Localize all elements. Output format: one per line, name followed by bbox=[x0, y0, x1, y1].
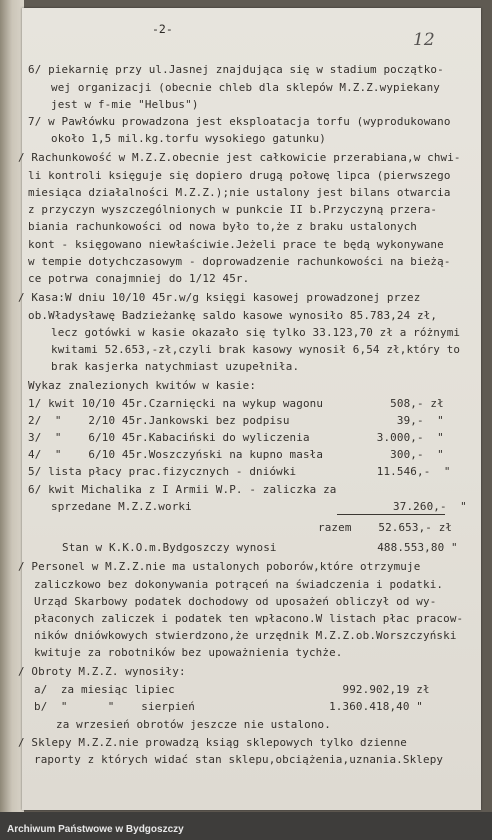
text-line: płaconych zaliczek i podatek ten wpłacono.W listach płac pracow- bbox=[34, 612, 464, 625]
text-line: 2/ " 2/10 45r.Jankowski bez podpisu 39,- " bbox=[28, 414, 444, 427]
text-line: za wrzesień obrotów jeszcze nie ustalono. bbox=[56, 718, 331, 731]
text-line: Urząd Skarbowy podatek dochodowy od uposażeń obliczył od wy- bbox=[34, 595, 437, 608]
text-line: 1/ kwit 10/10 45r.Czarnięcki na wykup wagonu 508,- zł bbox=[28, 397, 444, 410]
text-line: jest w f-mie "Helbus") bbox=[51, 98, 199, 111]
text-line: / Rachunkowość w M.Z.Z.obecnie jest całkowicie przerabiana,w chwi- bbox=[18, 151, 461, 164]
page-number: -2- bbox=[152, 22, 173, 36]
underlying-page-edge bbox=[0, 0, 24, 812]
text-line: z przyczyn wyszczególnionych w punkcie II b.Przyczyną przera- bbox=[28, 203, 438, 216]
text-line: kwitami 52.653,-zł,czyli brak kasowy wynosił 6,54 zł,który to bbox=[51, 343, 461, 356]
text-line: 4/ " 6/10 45r.Woszczyński na kupno masła 300,- " bbox=[28, 448, 444, 461]
text-line: 7/ w Pawłówku prowadzona jest eksploatacja torfu (wyprodukowano bbox=[28, 115, 451, 128]
text-line: / Personel w M.Z.Z.nie ma ustalonych poborów,które otrzymuje bbox=[18, 560, 421, 573]
text-line: brak kasjerka natychmiast uzupełniła. bbox=[51, 360, 300, 373]
subtotal-underline bbox=[337, 514, 445, 515]
text-line: w tempie dotychczasowym - doprowadzenie rachunkowości na bieżą- bbox=[28, 255, 451, 268]
text-line: biania rachunkowości od nowa było to,że z braku ustalonych bbox=[28, 220, 417, 233]
text-line: miesiąca działalności M.Z.Z.);nie ustalony jest bilans otwarcia bbox=[28, 186, 451, 199]
text-line: około 1,5 mil.kg.torfu wysokiego gatunku) bbox=[51, 132, 326, 145]
text-line: razem 52.653,- zł bbox=[318, 521, 453, 534]
text-line: sprzedane M.Z.Z.worki 37.260,- " bbox=[51, 500, 467, 513]
text-line: ce potrwa conajmniej do 1/12 45r. bbox=[28, 272, 250, 285]
text-line: / Sklepy M.Z.Z.nie prowadzą ksiąg sklepowych tylko dzienne bbox=[18, 736, 407, 749]
text-line: kont - księgowano niewłaściwie.Jeżeli prace te będą wykonywane bbox=[28, 238, 444, 251]
text-line: lecz gotówki w kasie okazało się tylko 33.123,70 zł a różnymi bbox=[51, 326, 461, 339]
text-line: 5/ lista płacy prac.fizycznych - dniówki 11.546,- " bbox=[28, 465, 451, 478]
text-line: zaliczkowo bez dokonywania potrąceń na świadczenia i podatki. bbox=[34, 578, 444, 591]
text-line: b/ " " sierpień 1.360.418,40 " bbox=[34, 700, 423, 713]
text-line: 3/ " 6/10 45r.Kabaciński do wyliczenia 3.000,- " bbox=[28, 431, 444, 444]
text-line: raporty z których widać stan sklepu,obciążenia,uznania.Sklepy bbox=[34, 753, 444, 766]
archive-footer-label: Archiwum Państwowe w Bydgoszczy bbox=[7, 824, 184, 835]
text-line: 6/ kwit Michalika z I Armii W.P. - zaliczka za bbox=[28, 483, 337, 496]
text-line: ników dniówkowych stwierdzono,że urzędnik M.Z.Z.ob.Worszczyński bbox=[34, 629, 457, 642]
text-line: ob.Władysławę Badzieżankę saldo kasowe wynosiło 85.783,24 zł, bbox=[28, 309, 438, 322]
text-line: a/ za miesiąc lipiec 992.902,19 zł bbox=[34, 683, 430, 696]
text-line: 6/ piekarnię przy ul.Jasnej znajdująca się w stadium początko- bbox=[28, 63, 444, 76]
text-line: kwituje za robotników bez upoważnienia tychże. bbox=[34, 646, 343, 659]
handwritten-page-number: 12 bbox=[413, 30, 435, 50]
text-line: li kontroli księguje się dopiero drugą połowę lipca (pierwszego bbox=[28, 169, 451, 182]
text-line: / Obroty M.Z.Z. wynosiły: bbox=[18, 665, 186, 678]
text-line: wej organizacji (obecnie chleb dla sklepów M.Z.Z.wypiekany bbox=[51, 81, 440, 94]
text-line: / Kasa:W dniu 10/10 45r.w/g księgi kasowej prowadzonej przez bbox=[18, 291, 421, 304]
text-line: Stan w K.K.O.m.Bydgoszczy wynosi 488.553,80 " bbox=[62, 541, 458, 554]
text-line: Wykaz znalezionych kwitów w kasie: bbox=[28, 379, 257, 392]
